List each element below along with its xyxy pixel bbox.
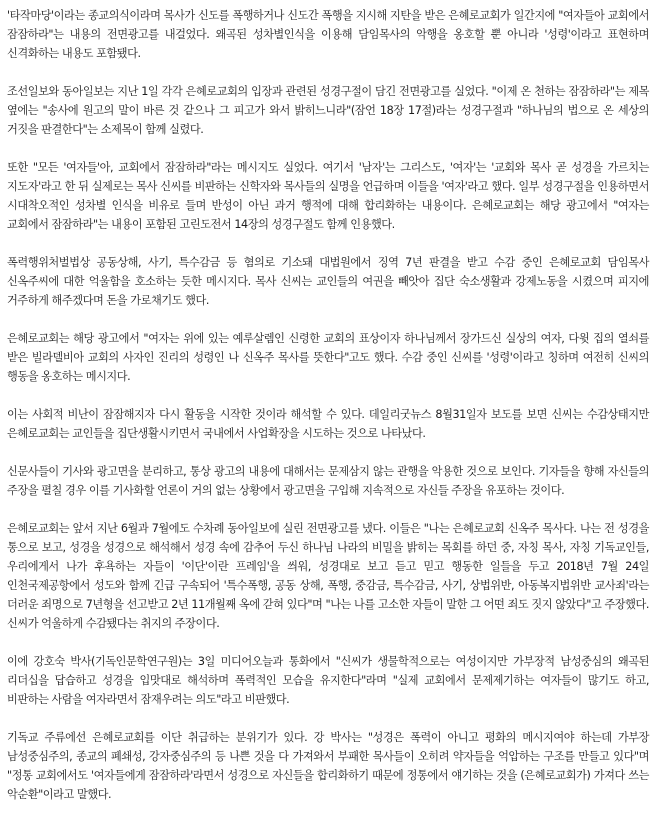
article-paragraph: 은혜로교회는 앞서 지난 6월과 7월에도 수차례 동아일보에 실린 전면광고를 냈다. 이들은 "나는 은혜로교회 신옥주 목사다. 나는 전 성경을 통으로 보고, 성경을 성경으로 해석해서 성경 속에 감추어 두신 하나님 나라의 비밀을 밝히는 목회를 하던 중, 자칭 목사, 자칭 기독교인들, 우리에게서 나가 후욕하는 자들이 '이단'이란 프레임'을 씌워, 성경대로 보고 듣고 믿고 행동한 일들을 두고 2018년 7월 24일 인천국제공항에서 성도와 함께 긴급 구속되어 '특수폭행, 공동 상해, 폭행, 중감금, 특수감금, 사기, 상법위반, 아동복지법위반 교사죄'라는 더러운 죄명으로 7년형을 선고받고 2년 11개월째 옥에 갇혀 있다"며 "나는 나를 고소한 자들이 말한 그 어떤 죄도 짓지 않았다"고 주장했다. 신씨가 억울하게 수감됐다는 취지의 주장이다. <box>7 522 649 630</box>
article-paragraph: 이는 사회적 비난이 잠잠해지자 다시 활동을 시작한 것이라 해석할 수 있다. 데일리굿뉴스 8월31일자 보도를 보면 신씨는 수감상태지만 은혜로교회는 교인들을 집단생활시키면서 국내에서 사업확장을 시도하는 것으로 나타났다. <box>7 408 649 440</box>
article-paragraph: 폭력행위처벌법상 공동상해, 사기, 특수감금 등 혐의로 기소돼 대법원에서 징역 7년 판결을 받고 수감 중인 은혜로교회 담임목사 신옥주씨에 대한 억울함을 호소하는 듯한 메시지다. 목사 신씨는 교인들의 여권을 빼앗아 집단 숙소생활과 강제노동을 시켰으며 피지에 거주하게 해주겠다며 돈을 가로채기도 했다. <box>7 256 649 307</box>
article-paragraph: 은혜로교회는 해당 광고에서 "여자는 위에 있는 예루살렘인 신령한 교회의 표상이자 하나님께서 장가드신 실상의 여자, 다윗 집의 열쇠를 받은 빌라델비아 교회의 사자인 진리의 성령인 나 신옥주 목사를 뜻한다"고도 했다. 수감 중인 신씨를 '성령'이라고 칭하며 여전히 신씨의 행동을 옹호하는 메시지다. <box>7 332 649 383</box>
article-paragraph: 신문사들이 기사와 광고면을 분리하고, 통상 광고의 내용에 대해서는 문제삼지 않는 관행을 악용한 것으로 보인다. 기자들을 향해 자신들의 주장을 펼칠 경우 이를 기사화할 언론이 거의 없는 상황에서 광고면을 구입해 지속적으로 자신들 주장을 유포하는 것이다. <box>7 465 649 497</box>
article-paragraph: 이에 강호숙 박사(기독인문학연구원)는 3일 미디어오늘과 통화에서 "신씨가 생물학적으로는 여성이지만 가부장적 남성중심의 왜곡된 리더십을 답습하고 성경을 입맛대로 해석하며 폭력적인 모습을 유지한다"라며 "실제 교회에서 문제제기하는 여자들이 많기도 하고, 비판하는 사람을 여자라면서 잠재우려는 의도"라고 비판했다. <box>7 655 649 706</box>
article-paragraph: 또한 "모든 '여자들'아, 교회에서 잠잠하라"라는 메시지도 실었다. 여기서 '남자'는 그리스도, '여자'는 '교회와 목사 곧 성경을 가르치는 지도자'라고 한 뒤 실제로는 목사 신씨를 비판하는 신학자와 목사들의 실명을 언급하며 이들을 '여자'라고 했다. 일부 성경구절을 인용하면서 시대착오적인 성차별 인식을 비유로 들며 반성이 아닌 과거 행적에 대해 합리화하는 내용이다. 은혜로교회는 해당 광고에서 "여자는 교회에서 잠잠하라"는 내용이 포함된 고린도전서 14장의 성경구절도 함께 인용했다. <box>7 161 649 231</box>
article-paragraph: 조선일보와 동아일보는 지난 1일 각각 은혜로교회의 입장과 관련된 성경구절이 담긴 전면광고를 실었다. "이제 온 천하는 잠잠하라"는 제목 옆에는 "송사에 원고의 말이 바른 것 같으나 그 피고가 와서 밝히느니라"(잠언 18장 17절)라는 성경구절과 "하나님의 법으로 온 세상의 거짓을 판결한다"는 소제목이 함께 실렸다. <box>7 85 649 136</box>
article-paragraph: 기독교 주류에선 은혜로교회를 이단 취급하는 분위기가 있다. 강 박사는 "성경은 폭력이 아니고 평화의 메시지여야 하는데 가부장 남성중심주의, 종교의 폐쇄성, 강자중심주의 등 나쁜 것을 다 가져와서 부패한 목사들이 오히려 약자들을 억압하는 구조를 만들고 있다"며 "정통 교회에서도 '여자들에게 잠잠하라'라면서 성경으로 자신들을 합리화하기 때문에 정통에서 얘기하는 것을 (은혜로교회가) 가져다 쓰는 악순환"이라고 말했다. <box>7 731 649 801</box>
article-body <box>7 6 649 823</box>
article-paragraph: '타작마당'이라는 종교의식이라며 목사가 신도를 폭행하거나 신도간 폭행을 지시해 지탄을 받은 은혜로교회가 일간지에 "여자들아 교회에서 잠잠하라"는 내용의 전면광고를 내걸었다. 왜곡된 성차별인식을 이용해 담임목사의 악행을 옹호할 뿐 아니라 '성령'이라고 표현하며 신격화하는 내용도 포함됐다. <box>7 9 649 60</box>
